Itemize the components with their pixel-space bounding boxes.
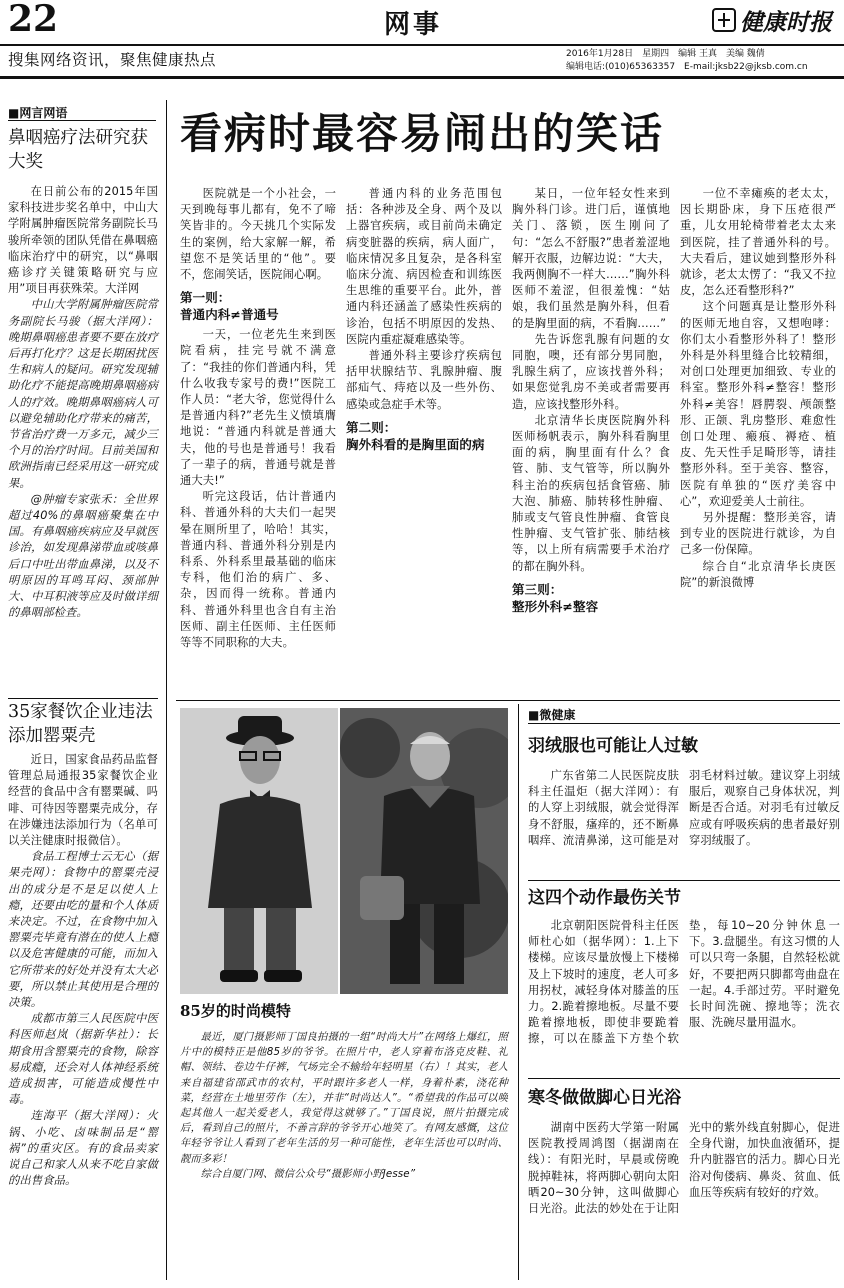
- paragraph: 连海平（据大洋网）：火锅、小吃、卤味制品是“罂祸”的重灾区。有的食品卖家说自己和家人从来不吃自家做的出售食品。: [8, 1109, 158, 1188]
- paragraph: 食品工程博士云无心（据果壳网）：食物中的罂粟壳浸出的成分是不是足以使人上瘾，还要由吃的量和个人体质来决定。不过，在食物中加入罂粟壳毕竟有潜在的使人上瘾以及危害健康的可能，而加入它所带来的好处并没有太大必要，所以禁止其使用是合理的决策。: [8, 850, 158, 1010]
- section1-heading: 第一则：: [180, 290, 231, 306]
- contact-info: 编辑电话:(010)65363357 E-mail:jksb22@jksb.com.cn: [566, 62, 808, 72]
- sidebar-article1-title: 鼻咽癌疗法研究获大奖: [8, 128, 148, 172]
- page-number: 22: [8, 0, 59, 40]
- section3-subheading: 整形外科≠整容: [512, 598, 599, 614]
- paragraph: 广东省第二人民医院皮肤科主任温炬（据大洋网）：有的人穿上羽绒服，就会觉得浑身不舒服，瘙痒的，还不断鼻咽痒、流清鼻涕，这可能是对羽毛材料过敏。建议穿上羽绒服后，观察自己身体状况，判断是否合适。对羽毛有过敏反应或有呼吸疾病的患者最好别穿羽绒服了。: [528, 769, 840, 847]
- main-column-4: [680, 186, 836, 591]
- caption-source: 综合自厦门网、微信公众号“摄影师小野Jesse”: [200, 1167, 416, 1180]
- health-divider-1: [528, 880, 840, 881]
- paragraph: 先告诉您乳腺有问题的女同胞，噢，还有部分男同胞，乳腺生病了，应该找普外科；如果您觉乳房不美或者需要再造，应该找整形外科。: [512, 332, 670, 411]
- sidebar-column-tag: ■网言网语: [8, 106, 68, 120]
- date-editors: 2016年1月28日 星期四 编辑 王真 美编 魏倩: [566, 49, 765, 59]
- header-top-rule: [0, 44, 844, 46]
- paragraph: 综合自“北京清华长庚医院”的新浪微博: [680, 559, 836, 589]
- main-column-1: [180, 186, 336, 651]
- paragraph: 北京清华长庚医院胸外科医师杨帆表示，胸外科看胸里面的病，胸里面有什么？食管、肺、支气管等，所以胸外科主治的疾病包括食管癌、肺大泡、肺癌、肺转移性肿瘤、肺或支气管良性肿瘤、食管良性肿瘤、支气管扩张、肺结核等，以上所有病需要手术治疗的都在胸外科。: [512, 413, 670, 573]
- photo-column-rule: [518, 704, 519, 1280]
- paragraph: 中山大学附属肿瘤医院常务副院长马骏（据大洋网）：晚期鼻咽癌患者要不要在放疗后再打化疗？这是长期困扰医生和病人的疑问。研究发现辅助化疗不能提高晚期鼻咽癌病人的疗效。晚期鼻咽癌病人可以避免辅助化疗带来的痛苦，节省治疗费一万多元，减少三个月的治疗时间。目前美国和欧洲指南已经采用这一研究成果。: [8, 298, 158, 490]
- section3-heading: 第三则：: [512, 581, 563, 597]
- paragraph: 普通外科主要诊疗疾病包括甲状腺结节、乳腺肿瘤、腹部疝气、痔疮以及一些外伤、感染或急症手术等。: [346, 349, 502, 411]
- health-article1-body: [528, 768, 840, 849]
- paragraph: 这个问题真是让整形外科的医师无地自容，又想咆哮：你们太小看整形外科了！整形外科是外科里缝合比较精细，对创口处理更加细致、专业的科室。整形外科≠整容！整形外科≠美容！唇腭裂、颅颌整形、正颌、乳房整形、难愈性创口处理、瘢痕、褥疮、植皮、先天性手足畸形等，请挂整形外科。至于美容、整容，医院有单独的“医疗美容中心”，欢迎爱美人士前往。: [680, 300, 836, 508]
- health-divider-2: [528, 1078, 840, 1079]
- paragraph: 成都市第三人民医院中医科医师赵岚（据新华社）：长期食用含罂粟壳的食物，除容易成瘾，还会对人体神经系统造成损害，可能造成慢性中毒。: [8, 1012, 158, 1107]
- photo-caption: [180, 1030, 508, 1182]
- caption-text: 最近，厦门摄影师丁国良拍摄的一组“时尚大片”在网络上爆红，照片中的模特正是他85岁的爷爷。在照片中，老人穿着布洛克皮鞋、礼帽、领结、卷边牛仔裤，气场完全不输给年轻明星（右）！其实，老人来自福建省邵武市的农村，平时跟许多老人一样，身着朴素，浇花种菜，经营在土地里劳作（左），并非“时尚达人”。“希望我的作品可以唤起其他人一起关爱老人，我觉得这就够了。”丁国良说，照片拍摄完成后，看到自己的照片，不善言辞的爷爷开心地笑了。有网友感慨，这位年轻爷爷让人看到了老年生活的另一种可能性，老年生活也可以时尚、靓而多彩！: [180, 1031, 508, 1165]
- paragraph: @肿瘤专家张禾：全世界超过40%的鼻咽癌聚集在中国。有鼻咽癌疾病应及早就医诊治，如发现鼻涕带血或咳鼻后口中吐出带血鼻涕，以及不明原因的耳鸣耳闷、颈部肿大、中耳积液等应及时做详细的鼻咽部检查。: [8, 492, 158, 620]
- health-article3-body: [528, 1120, 840, 1217]
- paragraph: 医院就是一个小社会，一天到晚每事儿都有，免不了啼笑皆非的。今天挑几个实际发生的案例，给大家解一解，希望您不是笑话里的“他”。要不，您闹笑话，医院闹心啊。: [180, 187, 336, 282]
- paragraph: 在日前公布的2015年国家科技进步奖名单中，中山大学附属肿瘤医院常务副院长马骏所牵领的团队凭借在鼻咽癌临床治疗中的研究，以“鼻咽癌诊疗关键策略研究与应用”项目再获殊荣。大洋网: [8, 185, 158, 296]
- paragraph: 一位不幸瘫痪的老太太，因长期卧床，身下压疮很严重，儿女用轮椅带着老太太来到医院，挂了普通外科的号。大夫看后，建议她到整形外科就诊，老太太愣了：“我又不拉皮，怎么还看整形科?”: [680, 187, 836, 298]
- health-tag-rule: [528, 723, 840, 724]
- sidebar-article2-body: [8, 752, 158, 1189]
- health-article2-title: 这四个动作最伤关节: [528, 888, 681, 908]
- health-article1-title: 羽绒服也可能让人过敏: [528, 736, 698, 756]
- paragraph: 一天，一位老先生来到医院看病，挂完号就不满意了：“我挂的你们普通内科，凭什么收我专家号的费!”医院工作人员：“老大爷，您觉得什么是普通内科?”老先生义愤填膺地说：“普通内科就是普通大夫，他的号也是普通号！我看了一辈子的病，普通号就是普通大夫!”: [180, 328, 336, 488]
- paragraph: 普通内科的业务范围包括：各种涉及全身、两个及以上器官疾病，或目前尚未确定病变脏器的疾病，病人面广，临床情况多且复杂，是各科室临床分流、病因检查和训练医生思维的重要平台。此外，普通内科还涵盖了感染性疾病的诊治，包括不明原因的发热、医院内重症凝难感染等。: [346, 187, 502, 346]
- tagline: 搜集网络资讯，聚焦健康热点: [8, 51, 217, 69]
- section2-subheading: 胸外科看的是胸里面的病: [346, 436, 485, 452]
- photo-illustration-icon: [180, 708, 338, 994]
- main-headline: 看病时最容易闹出的笑话: [180, 109, 665, 158]
- logo-mark-icon: [712, 8, 736, 32]
- sidebar-divider: [8, 698, 158, 699]
- sidebar-article1-body: [8, 184, 158, 621]
- photo-elderly-model-fashion: [180, 708, 338, 994]
- main-column-3: [512, 186, 670, 619]
- health-column-tag: ■微健康: [528, 708, 576, 722]
- section-title: 网事: [384, 10, 443, 40]
- paragraph: 湖南中医药大学第一附属医院教授周鸿图（据湖南在线）：有阳光时，早晨或傍晚脱掉鞋袜，将两脚心朝向太阳晒20~30分钟，这叫做脚心日光浴。此法的妙处在于让阳光中的紫外线直射脚心，促进全身代谢，加快血液循环，提升内脏器官的活力。脚心日光浴对佝偻病、鼻炎、贫血、低血压等疾病有较好的疗效。: [528, 1121, 840, 1216]
- sidebar-vertical-rule: [166, 100, 167, 1280]
- section1-subheading: 普通内科≠普通号: [180, 307, 279, 323]
- masthead-logo: [712, 6, 832, 34]
- paragraph: 某日，一位年轻女性来到胸外科门诊。进门后，谨慎地关门、落锁，医生刚问了句：“怎么不舒服?”患者羞涩地解开衣服，边解边说：“大夫，我两侧胸不一样大……”胸外科医师不羞涩，但很羞愧：“姑娘，我们虽然是胸外科，但看的是胸里面的病，不看胸……”: [512, 187, 670, 330]
- header-bottom-rule: [0, 76, 844, 79]
- photo-title: 85岁的时尚模特: [180, 1002, 291, 1020]
- paragraph: 听完这段话，估计普通内科、普通外科的大夫们一起哭晕在厕所里了，哈哈！其实，普通内科、普通外科分别是内科系、外科系里最基础的临床专科，他们治的病广、多、杂，因而得一统称。普通内科、普通外科里也含自有主治医师、副主任医师、主任医师等等不同职称的大夫。: [180, 490, 336, 650]
- paragraph: 近日，国家食品药品监督管理总局通报35家餐饮企业经营的食品中含有罂粟碱、吗啡、可待因等罂粟壳成分，存在涉嫌违法添加行为（名单可以关注健康时报微信）。: [8, 753, 158, 848]
- health-article2-body: [528, 918, 840, 1048]
- photo-illustration-icon: [340, 708, 508, 994]
- health-article3-title: 寒冬做做脚心日光浴: [528, 1088, 681, 1108]
- main-bottom-rule: [176, 700, 840, 701]
- sidebar-tag-rule: [8, 120, 156, 121]
- section2-heading: 第二则：: [346, 419, 397, 435]
- main-column-2: [346, 186, 502, 457]
- photo-elderly-farmer: [340, 708, 508, 994]
- paragraph: 北京朝阳医院骨科主任医师杜心如（据华网）：1.上下楼梯。应该尽量放慢上下楼梯及上下坡时的速度，老人可多用拐杖，减轻身体对膝盖的压力。2.跪着擦地板。尽量不要跪着擦地板，即使非要跪着擦，可以在膝盖下方垫个软垫，每10~20分钟休息一下。3.盘腿坐。有这习惯的人可以只弯一条腿，自然轻松就好，不要把两只脚都弯曲盘在一起。4.手部过劳。平时避免长时间洗碗、擦地等；洗衣服、洗碗尽量用温水。: [528, 919, 840, 1046]
- masthead-name: 健康时报: [740, 8, 832, 36]
- sidebar-article2-title: 35家餐饮企业违法添加罂粟壳: [8, 702, 153, 746]
- paragraph: 另外提醒：整形美容，请到专业的医院进行就诊，为自己多一份保障。: [680, 511, 836, 557]
